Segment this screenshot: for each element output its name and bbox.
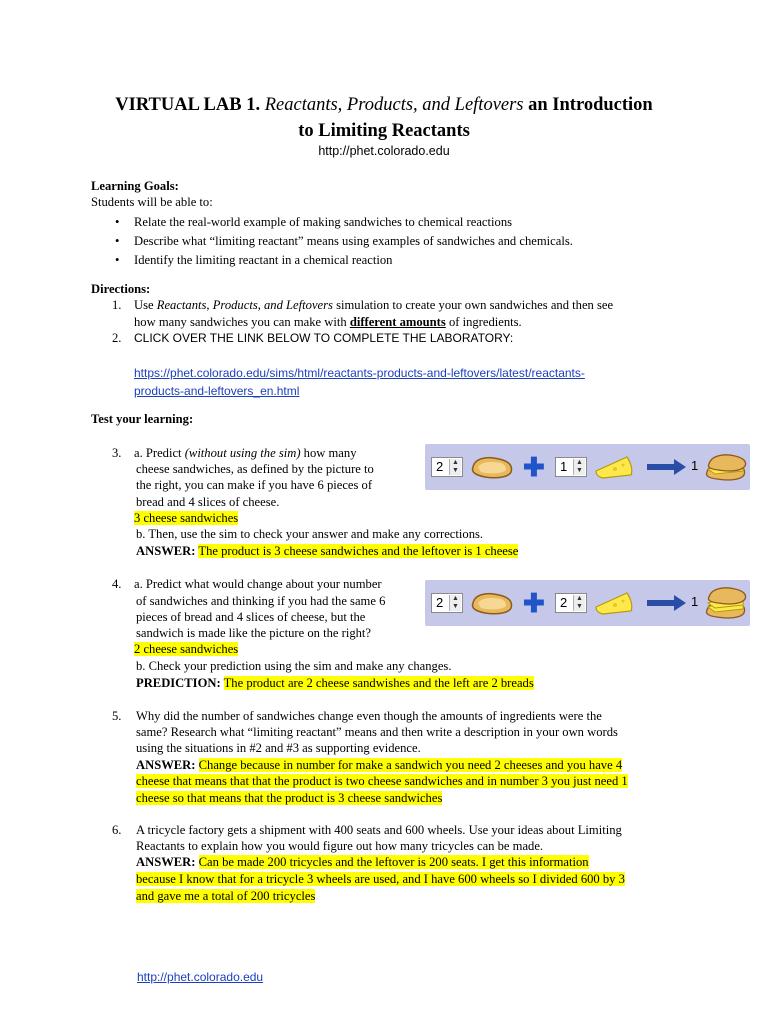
emphasis-different-amounts: different amounts (349, 315, 446, 329)
bullet: • (115, 234, 120, 248)
q5-answer: ANSWER: Change because in number for make a sandwich you need 2 cheeses and you have 4 (136, 758, 623, 772)
title-url: http://phet.colorado.edu (318, 144, 450, 158)
q4-prediction: 2 cheese sandwiches (134, 642, 239, 656)
product-count: 1 (691, 594, 699, 609)
list-number: 3. (112, 446, 122, 460)
learning-goals-lead: Students will be able to: (91, 195, 213, 209)
title-sim-name: Reactants, Products, and Leftovers (264, 95, 524, 115)
q3-sim-panel (425, 444, 750, 490)
list-number: 4. (112, 577, 122, 591)
q6-answer: ANSWER: Can be made 200 tricycles and the leftover is 200 seats. I get this information (136, 855, 589, 869)
bullet: • (115, 215, 120, 229)
q4-prompt-line: a. Predict what would change about your number (134, 577, 382, 591)
goal-item: Describe what “limiting reactant” means using examples of sandwiches and chemicals. (134, 234, 573, 248)
q3-prompt-line: the right, you can make if you have 6 pieces of (136, 478, 373, 492)
cheese-slice-icon (593, 589, 635, 617)
directions-heading: Directions: (91, 282, 151, 296)
q6-prompt-line: A tricycle factory gets a shipment with 400 seats and 600 wheels. Use your ideas about Limiting (136, 823, 622, 837)
title-intro: an Introduction (528, 95, 653, 115)
yields-arrow-icon (647, 594, 687, 612)
document-title (60, 92, 708, 118)
document-subtitle: to Limiting Reactants (298, 121, 470, 141)
q4-prompt-line: sandwich is made like the picture on the right? (136, 626, 372, 640)
test-heading: Test your learning: (91, 412, 194, 426)
cheese-count-spinner[interactable]: 1 ▲ ▼ (555, 457, 587, 477)
bread-slice-icon (469, 453, 515, 481)
q4-sim-panel (425, 580, 750, 626)
goal-item: Relate the real-world example of making sandwiches to chemical reactions (134, 215, 513, 229)
bread-count-spinner[interactable]: 2 ▲ ▼ (431, 593, 463, 613)
q5-prompt-line: using the situations in #2 and #3 as supporting evidence. (136, 741, 421, 755)
sandwich-icon (703, 584, 747, 622)
q4-prompt-line: of sandwiches and thinking if you had the same 6 (136, 594, 386, 608)
direction-item-1: Use Reactants, Products, and Leftovers simulation to create your own sandwiches and then see (134, 298, 614, 312)
title-lab: VIRTUAL LAB 1. (115, 95, 261, 115)
bread-count-spinner[interactable]: 2 ▲ ▼ (431, 457, 463, 477)
q6-prompt-line: Reactants to explain how you would figure out how many tricycles can be made. (136, 839, 544, 853)
q5-prompt-line: same? Research what “limiting reactant” means and then write a description in your own words (136, 725, 618, 739)
list-number: 5. (112, 709, 122, 723)
q6-answer-line: and gave me a total of 200 tricycles (136, 889, 316, 903)
list-number: 1. (112, 298, 122, 312)
q5-answer-line: cheese that means that that the product is two cheese sandwiches and in number 3 you just need 1 (136, 774, 628, 788)
q3-prediction: 3 cheese sandwiches (134, 511, 239, 525)
q4-part-b: b. Check your prediction using the sim and make any changes. (136, 659, 452, 673)
q5-prompt-line: Why did the number of sandwiches change even though the amounts of ingredients were the (136, 709, 602, 723)
yields-arrow-icon (647, 458, 687, 476)
spinner-arrows-icon[interactable]: ▲ ▼ (449, 459, 461, 475)
q3-prompt-line: cheese sandwiches, as defined by the picture to (136, 462, 374, 476)
spinner-arrows-icon[interactable]: ▲ ▼ (573, 595, 585, 611)
spinner-arrows-icon[interactable]: ▲ ▼ (449, 595, 461, 611)
lab-link-cont[interactable]: products-and-leftovers_en.html (134, 384, 300, 398)
plus-icon: ✚ (523, 452, 545, 482)
direction-item-2: CLICK OVER THE LINK BELOW TO COMPLETE THE LABORATORY: (134, 331, 514, 345)
lab-link[interactable]: https://phet.colorado.edu/sims/html/reactants-products-and-leftovers/latest/reactants- (134, 366, 585, 380)
bread-slice-icon (469, 589, 515, 617)
sandwich-icon (703, 450, 747, 484)
q6-answer-line: because I know that for a tricycle 3 wheels are used, and I have 600 wheels so I divided 600 by 3 (136, 872, 625, 886)
q3-answer: ANSWER: The product is 3 cheese sandwiches and the leftover is 1 cheese (136, 544, 519, 558)
q3-prompt-line: a. Predict (without using the sim) how many (134, 446, 357, 460)
learning-goals-heading: Learning Goals: (91, 179, 179, 193)
cheese-slice-icon (593, 453, 635, 481)
direction-item-1-cont: how many sandwiches you can make with different amounts of ingredients. (134, 315, 522, 329)
footer-link[interactable]: http://phet.colorado.edu (137, 970, 264, 984)
q5-answer-line: cheese so that means that the product is 3 cheese sandwiches (136, 791, 443, 805)
q3-prompt-line: bread and 4 slices of cheese. (136, 495, 280, 509)
goal-item: Identify the limiting reactant in a chemical reaction (134, 253, 393, 267)
bullet: • (115, 253, 120, 267)
plus-icon: ✚ (523, 588, 545, 618)
product-count: 1 (691, 458, 699, 473)
q4-prompt-line: pieces of bread and 4 slices of cheese, but the (136, 610, 366, 624)
q4-answer: PREDICTION: The product are 2 cheese sandwishes and the left are 2 breads (136, 676, 534, 690)
list-number: 2. (112, 331, 122, 345)
spinner-arrows-icon[interactable]: ▲ ▼ (573, 459, 585, 475)
q3-part-b: b. Then, use the sim to check your answer and make any corrections. (136, 527, 484, 541)
cheese-count-spinner[interactable]: 2 ▲ ▼ (555, 593, 587, 613)
list-number: 6. (112, 823, 122, 837)
